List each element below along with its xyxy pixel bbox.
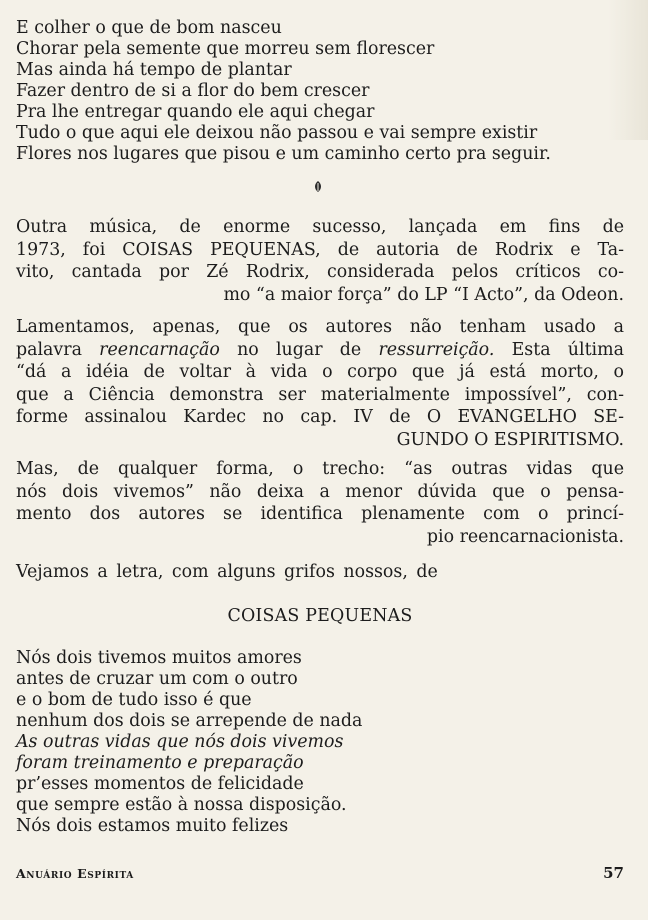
verse-line: Flores nos lugares que pisou e um caminho certo pra seguir. bbox=[16, 144, 551, 164]
text-fragment: palavra bbox=[16, 339, 100, 360]
verse-line: Tudo o que aqui ele deixou não passou e vai sempre existir bbox=[16, 123, 538, 143]
emphasis-ressurreicao: ressurreição. bbox=[378, 339, 495, 360]
emphasized-lyric: As outras vidas que nós dois vivemos bbox=[16, 732, 344, 752]
text-line: vito, cantada por Zé Rodrix, considerada pelos críticos co- bbox=[16, 262, 624, 282]
text-fragment: no lugar de bbox=[219, 339, 379, 360]
lyric-line: Nós dois estamos muito felizes bbox=[16, 816, 289, 836]
lyric-line: que sempre estão à nossa disposição. bbox=[16, 795, 347, 815]
verse-line: Fazer dentro de si a flor do bem crescer bbox=[16, 81, 370, 101]
text-line: que a Ciência demonstra ser materialmente impossível”, con- bbox=[16, 384, 624, 405]
publication-name: Anuário Espírita bbox=[16, 866, 134, 881]
text-line: “dá a idéia de voltar à vida o corpo que já está morto, o bbox=[16, 362, 624, 382]
paragraph-other-lives bbox=[16, 458, 624, 548]
lyric-line: antes de cruzar um com o outro bbox=[16, 669, 298, 689]
text-line: Lamentamos, apenas, que os autores não tenham usado a bbox=[16, 317, 624, 337]
paragraph-reincarnation-note bbox=[16, 316, 624, 451]
text-line: mento dos autores se identifica plenamente com o princí- bbox=[16, 504, 624, 524]
page-number: 57 bbox=[603, 864, 624, 882]
text-line: nós dois vivemos” não deixa a menor dúvida que o pensa- bbox=[16, 481, 624, 502]
lyric-line-italic bbox=[16, 753, 624, 774]
emphasis-reencarnacao: reencarnação bbox=[99, 339, 220, 360]
lyric-line: Nós dois tivemos muitos amores bbox=[16, 648, 302, 668]
verse-line: E colher o que de bom nasceu bbox=[16, 18, 282, 38]
emphasized-lyric: foram treinamento e preparação bbox=[16, 753, 304, 773]
text-line: Mas, de qualquer forma, o trecho: “as outras vidas que bbox=[16, 459, 624, 479]
text-line bbox=[16, 339, 624, 362]
text-fragment: Esta última bbox=[494, 339, 624, 360]
text-line: mo “a maior força” do LP “I Acto”, da Odeon. bbox=[223, 284, 624, 305]
paragraph-coisas-pequenas-release bbox=[16, 216, 624, 306]
lyric-line: nenhum dos dois se arrepende de nada bbox=[16, 711, 363, 731]
text-line: 1973, foi COISAS PEQUENAS, de autoria de Rodrix e Ta- bbox=[16, 239, 624, 260]
verse-line: Chorar pela semente que morreu sem florescer bbox=[16, 39, 435, 59]
lyric-line: e o bom de tudo isso é que bbox=[16, 690, 252, 710]
text-line: forme assinalou Kardec no cap. IV de O EVANGELHO SE- bbox=[16, 407, 624, 427]
text-line: Outra música, de enorme sucesso, lançada em fins de bbox=[16, 217, 624, 237]
verse-line: Pra lhe entregar quando ele aqui chegar bbox=[16, 102, 375, 122]
lyrics-intro: Vejamos a letra, com alguns grifos nossos, de bbox=[16, 562, 438, 582]
poem-excerpt-top bbox=[16, 18, 624, 165]
leaf-ornament-icon bbox=[312, 180, 324, 194]
text-line: pio reencarnacionista. bbox=[426, 526, 624, 547]
lyric-line: pr’esses momentos de felicidade bbox=[16, 774, 304, 794]
lyric-line-italic bbox=[16, 732, 624, 753]
text-line: GUNDO O ESPIRITISMO. bbox=[396, 429, 624, 450]
song-title: COISAS PEQUENAS bbox=[227, 606, 413, 626]
song-lyrics bbox=[16, 648, 624, 837]
verse-line: Mas ainda há tempo de plantar bbox=[16, 60, 292, 80]
